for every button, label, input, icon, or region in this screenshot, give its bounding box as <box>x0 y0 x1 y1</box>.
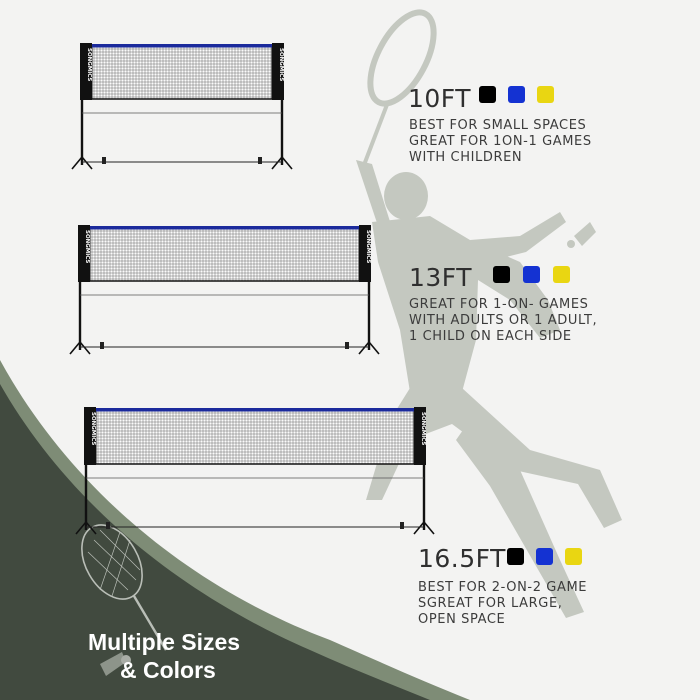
description-line: WITH CHILDREN <box>409 150 523 165</box>
color-swatch-yellow[interactable] <box>565 548 582 565</box>
net-0-weight <box>258 157 262 164</box>
net-2-top-tape <box>94 408 416 412</box>
net-0-top-tape <box>90 44 274 48</box>
net-2-brand-text: SONGMICS <box>90 412 96 446</box>
color-options-16-5ft <box>507 548 587 566</box>
net-size-label-10ft: 10FT <box>408 84 472 113</box>
color-swatch-black[interactable] <box>493 266 510 283</box>
net-1-top-tape <box>88 226 361 230</box>
promo-headline <box>88 628 240 684</box>
net-1-brand-text: SONGMICS <box>84 230 90 264</box>
description-line: BEST FOR SMALL SPACES <box>409 118 587 133</box>
description-line: 1 CHILD ON EACH SIDE <box>409 329 572 344</box>
net-size-label-16-5ft: 16.5FT <box>418 544 506 573</box>
description-line: SGREAT FOR LARGE, <box>418 596 563 611</box>
description-line: GREAT FOR 1-ON- GAMES <box>409 297 589 312</box>
nets-group <box>70 43 434 534</box>
color-options-10ft <box>479 86 559 104</box>
net-1-weight <box>345 342 349 349</box>
description-line: GREAT FOR 1ON-1 GAMES <box>409 134 592 149</box>
promo-line-1: Multiple Sizes <box>88 629 241 655</box>
color-swatch-blue[interactable] <box>523 266 540 283</box>
color-swatch-yellow[interactable] <box>537 86 554 103</box>
net-description-10ft <box>409 118 592 166</box>
net-size-label-13ft: 13FT <box>409 263 473 292</box>
net-2-brand-text: SONGMICS <box>420 412 426 446</box>
net-description-13ft <box>409 297 597 345</box>
description-line: WITH ADULTS OR 1 ADULT, <box>409 313 598 328</box>
net-2-weight <box>106 522 110 529</box>
color-swatch-blue[interactable] <box>508 86 525 103</box>
color-options-13ft <box>493 266 573 284</box>
color-swatch-black[interactable] <box>507 548 524 565</box>
description-line: OPEN SPACE <box>418 612 506 627</box>
net-2-weight <box>400 522 404 529</box>
color-swatch-yellow[interactable] <box>553 266 570 283</box>
net-1-brand-text: SONGMICS <box>365 230 371 264</box>
net-1-weight <box>100 342 104 349</box>
net-description-16-5ft <box>418 580 587 628</box>
net-0-brand-text: SONGMICS <box>278 48 284 82</box>
color-swatch-black[interactable] <box>479 86 496 103</box>
description-line: BEST FOR 2-ON-2 GAME <box>418 580 588 595</box>
color-swatch-blue[interactable] <box>536 548 553 565</box>
net-0-weight <box>102 157 106 164</box>
promo-line-2: & Colors <box>120 657 216 683</box>
net-0-brand-text: SONGMICS <box>86 48 92 82</box>
